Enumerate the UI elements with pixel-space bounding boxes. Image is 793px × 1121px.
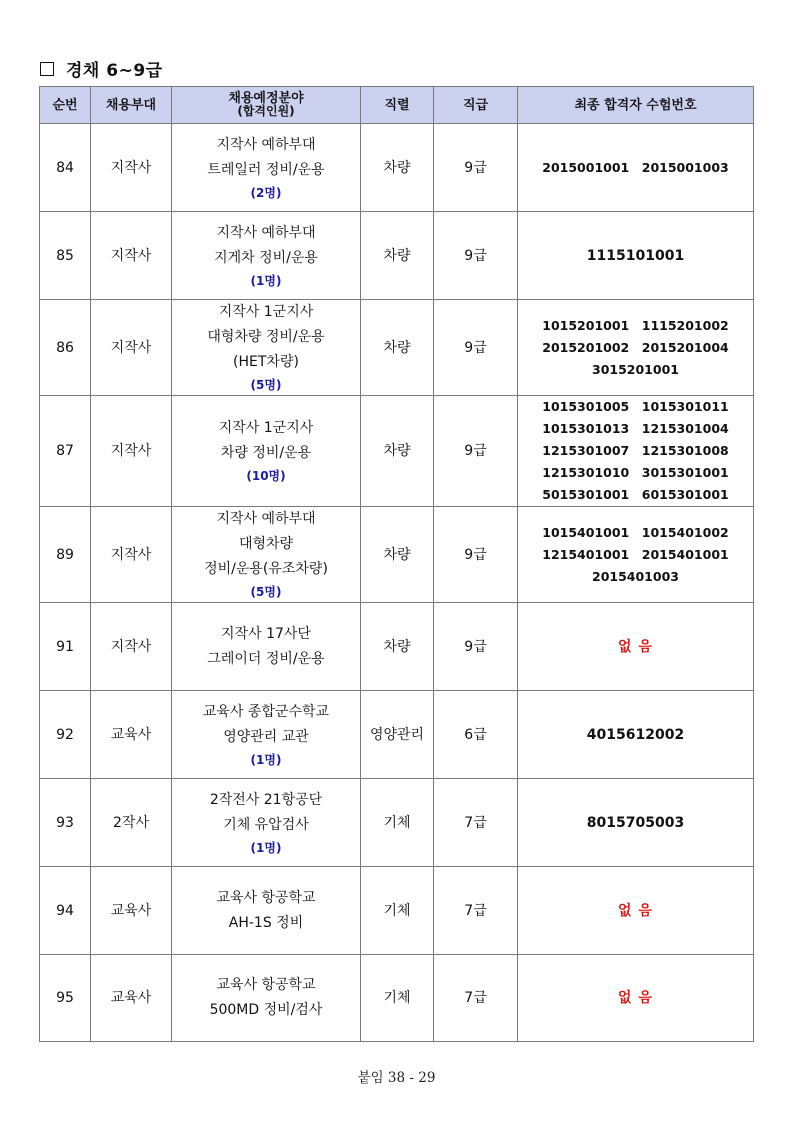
table-row bbox=[40, 300, 754, 396]
section-title-text: 경채 6~9급 bbox=[66, 61, 163, 81]
exam-number-line: 4015612002 bbox=[586, 726, 685, 743]
exam-number-line: 2015201002 2015201004 bbox=[542, 339, 729, 355]
row-grade: 9급 bbox=[434, 603, 518, 691]
results-table bbox=[39, 86, 754, 1042]
row-unit: 교육사 bbox=[91, 955, 172, 1042]
row-result bbox=[518, 507, 754, 603]
row-no: 86 bbox=[40, 300, 91, 396]
hire-count: (5명) bbox=[250, 585, 282, 599]
row-grade: 7급 bbox=[434, 955, 518, 1042]
none-label: 없 음 bbox=[618, 638, 653, 655]
field-line: 지게차 정비/운용 bbox=[214, 249, 318, 266]
row-grade: 9급 bbox=[434, 212, 518, 300]
row-field bbox=[172, 691, 361, 779]
field-line: 기체 유압검사 bbox=[223, 816, 309, 833]
field-line: 대형차량 bbox=[238, 536, 294, 552]
row-field bbox=[172, 507, 361, 603]
hire-count: (5명) bbox=[250, 378, 282, 392]
exam-number-line: 2015001001 2015001003 bbox=[542, 159, 729, 175]
field-line: 그레이더 정비/운용 bbox=[207, 650, 325, 667]
row-series: 기체 bbox=[361, 955, 434, 1042]
row-field bbox=[172, 300, 361, 396]
exam-number-line: 1015301013 1215301004 bbox=[542, 421, 729, 436]
row-result bbox=[518, 867, 754, 955]
row-grade: 7급 bbox=[434, 779, 518, 867]
row-result bbox=[518, 603, 754, 691]
row-no: 93 bbox=[40, 779, 91, 867]
field-line: 영양관리 교관 bbox=[223, 728, 309, 745]
hire-count: (1명) bbox=[250, 840, 282, 855]
table-row bbox=[40, 124, 754, 212]
field-line: 교육사 항공학교 bbox=[216, 977, 316, 993]
row-series: 영양관리 bbox=[361, 691, 434, 779]
checkbox-icon bbox=[40, 62, 54, 76]
row-series: 기체 bbox=[361, 867, 434, 955]
row-result bbox=[518, 212, 754, 300]
row-no: 89 bbox=[40, 507, 91, 603]
field-line: 교육사 종합군수학교 bbox=[202, 703, 330, 720]
field-line: 정비/운용(유조차량) bbox=[204, 561, 328, 577]
exam-number-line: 1215401001 2015401001 bbox=[542, 546, 729, 562]
table-row bbox=[40, 212, 754, 300]
row-result bbox=[518, 691, 754, 779]
row-result bbox=[518, 396, 754, 507]
field-line: 2작전사 21항공단 bbox=[209, 791, 323, 808]
table-row bbox=[40, 779, 754, 867]
field-line: 차량 정비/운용 bbox=[220, 445, 312, 461]
table-row bbox=[40, 867, 754, 955]
row-unit: 지작사 bbox=[91, 603, 172, 691]
field-line: 지작사 1군지사 bbox=[218, 304, 314, 320]
row-no: 94 bbox=[40, 867, 91, 955]
field-line: 지작사 1군지사 bbox=[218, 420, 314, 436]
header-field-main: 채용예정분야 bbox=[228, 91, 304, 106]
row-no: 92 bbox=[40, 691, 91, 779]
exam-number-line: 8015705003 bbox=[586, 814, 685, 831]
hire-count: (2명) bbox=[250, 185, 282, 200]
field-line: 트레일러 정비/운용 bbox=[207, 161, 325, 178]
row-field bbox=[172, 779, 361, 867]
field-line: (HET차량) bbox=[233, 354, 299, 370]
table-row bbox=[40, 691, 754, 779]
header-unit: 채용부대 bbox=[91, 87, 172, 124]
row-field bbox=[172, 955, 361, 1042]
row-grade: 9급 bbox=[434, 300, 518, 396]
header-row bbox=[40, 87, 754, 124]
row-field bbox=[172, 603, 361, 691]
row-unit: 지작사 bbox=[91, 212, 172, 300]
field-line: 500MD 정비/검사 bbox=[209, 1002, 323, 1018]
row-grade: 9급 bbox=[434, 507, 518, 603]
row-grade: 9급 bbox=[434, 124, 518, 212]
header-field-sub: (합격인원) bbox=[237, 104, 295, 118]
row-series: 차량 bbox=[361, 396, 434, 507]
table-row bbox=[40, 507, 754, 603]
field-line: 교육사 항공학교 bbox=[216, 889, 316, 906]
field-line: 지작사 17사단 bbox=[221, 625, 311, 642]
row-series: 차량 bbox=[361, 300, 434, 396]
row-result bbox=[518, 124, 754, 212]
exam-number-line: 1215301007 1215301008 bbox=[542, 443, 729, 458]
row-no: 87 bbox=[40, 396, 91, 507]
none-label: 없 음 bbox=[618, 990, 653, 1006]
row-unit: 2작사 bbox=[91, 779, 172, 867]
field-line: 지작사 예하부대 bbox=[216, 224, 316, 241]
row-unit: 교육사 bbox=[91, 867, 172, 955]
none-label: 없 음 bbox=[618, 902, 653, 919]
row-grade: 6급 bbox=[434, 691, 518, 779]
row-field bbox=[172, 124, 361, 212]
header-no: 순번 bbox=[40, 87, 91, 124]
exam-number-line: 2015401003 bbox=[592, 568, 679, 584]
row-result bbox=[518, 300, 754, 396]
row-unit: 지작사 bbox=[91, 300, 172, 396]
page-footer: 붙임 38 - 29 bbox=[357, 1070, 436, 1086]
row-series: 기체 bbox=[361, 779, 434, 867]
section-title bbox=[40, 56, 163, 81]
header-grade: 직급 bbox=[434, 87, 518, 124]
table-row bbox=[40, 955, 754, 1042]
row-result bbox=[518, 779, 754, 867]
header-field bbox=[172, 87, 361, 124]
hire-count: (1명) bbox=[250, 273, 282, 288]
field-line: 대형차량 정비/운용 bbox=[207, 329, 325, 345]
exam-number-line: 3015201001 bbox=[592, 361, 679, 377]
row-no: 95 bbox=[40, 955, 91, 1042]
exam-number-line: 1015301005 1015301011 bbox=[542, 399, 729, 414]
exam-number-line: 1215301010 3015301001 bbox=[542, 465, 729, 480]
row-series: 차량 bbox=[361, 603, 434, 691]
row-unit: 지작사 bbox=[91, 396, 172, 507]
row-grade: 9급 bbox=[434, 396, 518, 507]
row-grade: 7급 bbox=[434, 867, 518, 955]
row-series: 차량 bbox=[361, 212, 434, 300]
exam-number-line: 1115101001 bbox=[586, 247, 685, 264]
row-no: 91 bbox=[40, 603, 91, 691]
row-field bbox=[172, 867, 361, 955]
row-field bbox=[172, 212, 361, 300]
row-no: 85 bbox=[40, 212, 91, 300]
field-line: AH-1S 정비 bbox=[228, 914, 304, 931]
row-unit: 지작사 bbox=[91, 507, 172, 603]
row-no: 84 bbox=[40, 124, 91, 212]
exam-number-line: 1015401001 1015401002 bbox=[542, 524, 729, 540]
row-series: 차량 bbox=[361, 507, 434, 603]
exam-number-line: 1015201001 1115201002 bbox=[542, 317, 729, 333]
exam-number-line: 5015301001 6015301001 bbox=[542, 487, 729, 502]
row-unit: 지작사 bbox=[91, 124, 172, 212]
row-unit: 교육사 bbox=[91, 691, 172, 779]
row-field bbox=[172, 396, 361, 507]
header-result: 최종 합격자 수험번호 bbox=[518, 87, 754, 124]
table-row bbox=[40, 603, 754, 691]
row-series: 차량 bbox=[361, 124, 434, 212]
hire-count: (1명) bbox=[250, 752, 282, 767]
table-row bbox=[40, 396, 754, 507]
header-series: 직렬 bbox=[361, 87, 434, 124]
field-line: 지작사 예하부대 bbox=[216, 511, 316, 527]
hire-count: (10명) bbox=[246, 469, 286, 483]
row-result bbox=[518, 955, 754, 1042]
field-line: 지작사 예하부대 bbox=[216, 136, 316, 153]
